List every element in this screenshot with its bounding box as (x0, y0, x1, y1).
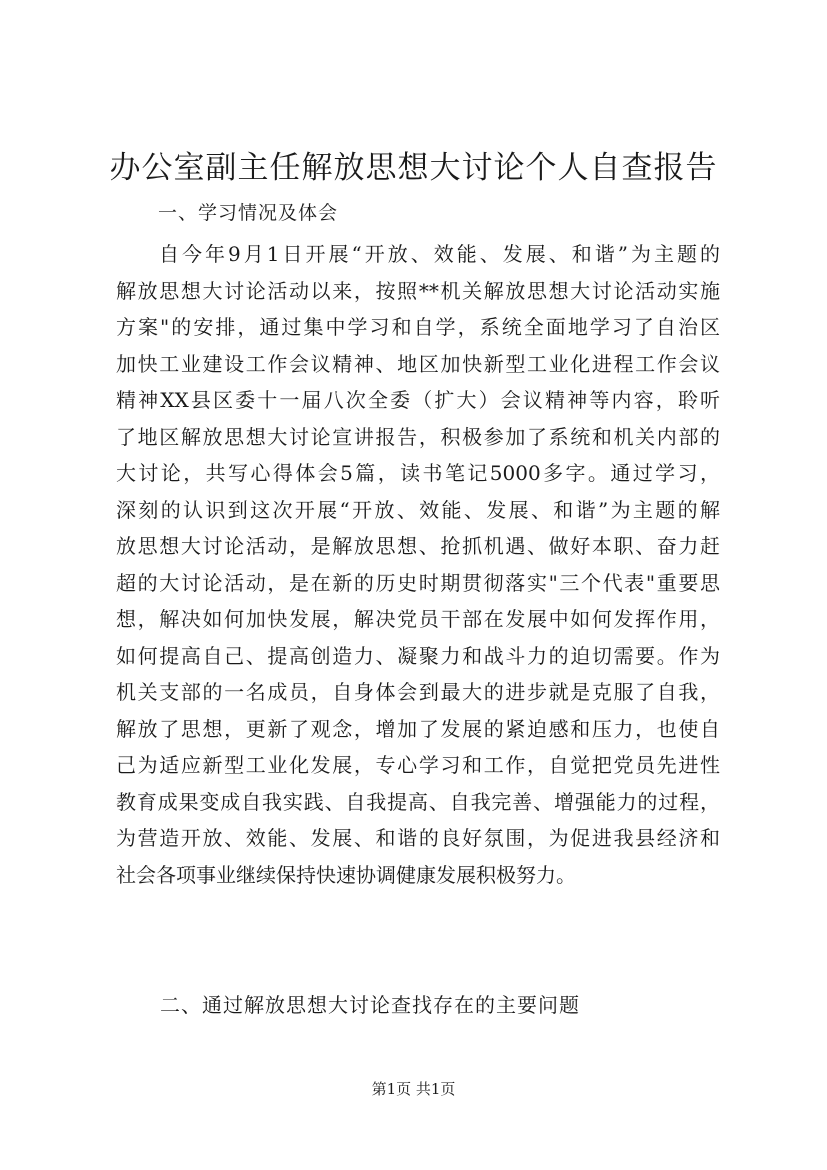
page-footer: 第1页 共1页 (371, 1080, 456, 1098)
paragraph-line: 解放思想大讨论活动以来，按照**机关解放思想大讨论活动实施 (116, 278, 720, 303)
paragraph-line: 自今年9月1日开展“开放、效能、发展、和谐”为主题的 (159, 242, 720, 266)
section-heading-problems: 二、通过解放思想大讨论查找存在的主要问题 (160, 993, 580, 1017)
paragraph-line: 如何提高自己、提高创造力、凝聚力和战斗力的迫切需要。作为 (116, 643, 720, 668)
paragraph-line: 想，解决如何加快发展，解决党员干部在发展中如何发挥作用， (116, 607, 720, 631)
paragraph-line: 社会各项事业继续保持快速协调健康发展积极努力。 (116, 862, 576, 887)
paragraph-line: 己为适应新型工业化发展，专心学习和工作，自觉把党员先进性 (116, 753, 720, 777)
paragraph-line: 教育成果变成自我实践、自我提高、自我完善、增强能力的过程， (116, 789, 720, 814)
paragraph-line: 超的大讨论活动，是在新的历史时期贯彻落实"三个代表"重要思 (116, 570, 720, 595)
paragraph-line: 了地区解放思想大讨论宣讲报告，积极参加了系统和机关内部的 (116, 424, 720, 449)
section-heading-study: 一、学习情况及体会 (158, 202, 339, 224)
paragraph-line: 深刻的认识到这次开展“开放、效能、发展、和谐”为主题的解 (116, 497, 720, 522)
paragraph-line: 大讨论，共写心得体会5篇，读书笔记5000多字。通过学习， (116, 461, 720, 485)
paragraph-line: 方案"的安排，通过集中学习和自学，系统全面地学习了自治区 (116, 315, 720, 339)
section-body-study (116, 236, 720, 893)
document-title: 办公室副主任解放思想大讨论个人自查报告 (109, 150, 718, 186)
paragraph-line: 精神XX县区委十一届八次全委（扩大）会议精神等内容，聆听 (116, 388, 720, 412)
paragraph-line: 机关支部的一名成员，自身体会到最大的进步就是克服了自我， (116, 680, 720, 704)
paragraph-line: 解放了思想，更新了观念，增加了发展的紧迫感和压力，也使自 (116, 716, 720, 741)
paragraph-line: 为营造开放、效能、发展、和谐的良好氛围，为促进我县经济和 (116, 826, 720, 850)
paragraph-line: 放思想大讨论活动，是解放思想、抢抓机遇、做好本职、奋力赶 (116, 534, 720, 558)
paragraph-line: 加快工业建设工作会议精神、地区加快新型工业化进程工作会议 (116, 351, 720, 376)
